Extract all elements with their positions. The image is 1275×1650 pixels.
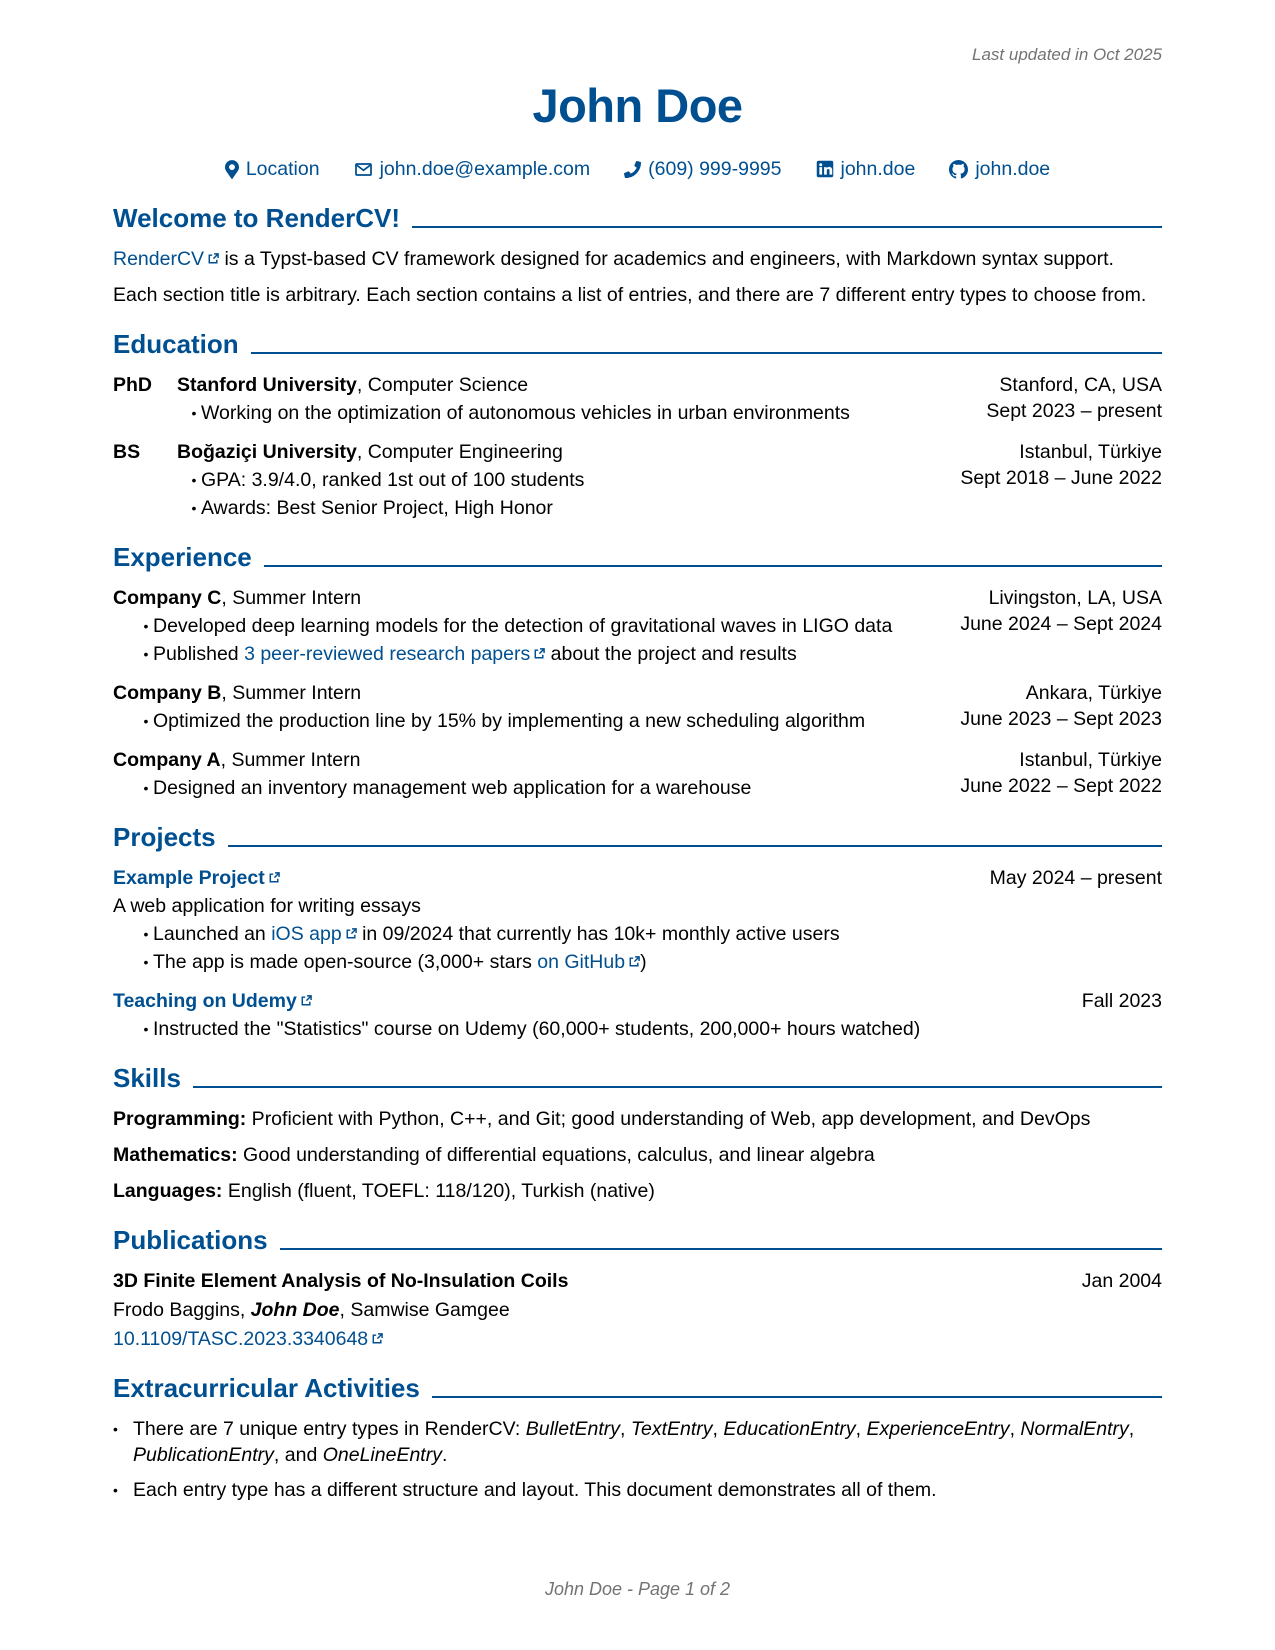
experience-entry	[113, 680, 1162, 734]
highlight-item	[139, 1016, 1064, 1042]
bullet-dot: •	[191, 405, 197, 421]
github-icon	[949, 160, 968, 179]
location-pin-icon	[225, 160, 239, 179]
text-part: , Computer Engineering	[356, 441, 563, 463]
inline-link[interactable]: on GitHub	[537, 951, 626, 973]
inline-link[interactable]: Example Project	[113, 867, 265, 889]
contact-row	[113, 156, 1162, 182]
highlight-item	[187, 495, 942, 521]
skill-label: Programming:	[113, 1108, 247, 1130]
section-header-publications	[113, 1224, 1162, 1257]
bullet-dot: •	[113, 1421, 118, 1437]
external-link-icon	[629, 950, 640, 972]
text-part: There are 7 unique entry types in RenderCV:	[133, 1418, 526, 1440]
text-part: ,	[712, 1418, 724, 1440]
section-title-extracurricular: Extracurricular Activities	[113, 1373, 420, 1403]
inline-link[interactable]: Teaching on Udemy	[113, 990, 297, 1012]
contact-phone-link[interactable]	[624, 156, 781, 182]
page-title: John Doe	[532, 79, 743, 132]
text-part: in 09/2024 that currently has 10k+ monthly active users	[356, 923, 840, 945]
contact-location-label: Location	[245, 158, 320, 180]
contact-email-label: john.doe@example.com	[379, 158, 591, 180]
text-part: GPA: 3.9/4.0, ranked 1st out of 100 students	[201, 469, 585, 491]
entry-dates: June 2022 – Sept 2022	[960, 775, 1162, 797]
text-part: Instructed the "Statistics" course on Udemy (60,000+ students, 200,000+ hours watched)	[153, 1018, 921, 1040]
text-part: , Summer Intern	[221, 682, 362, 704]
text-part: Optimized the production line by 15% by implementing a new scheduling algorithm	[153, 710, 866, 732]
highlight-item	[139, 641, 942, 667]
contact-phone-label: (609) 999-9995	[648, 158, 782, 180]
bullet-entry	[113, 1416, 1162, 1468]
skill-text: English (fluent, TOEFL: 118/120), Turkish (native)	[222, 1180, 655, 1202]
text-part: Working on the optimization of autonomous vehicles in urban environments	[201, 402, 850, 424]
contact-email-link[interactable]	[354, 156, 591, 182]
external-link-icon	[346, 922, 357, 944]
external-link-icon	[534, 642, 545, 664]
text-part: is a Typst-based CV framework designed for academics and engineers, with Markdown syntax support.	[219, 248, 1114, 270]
section-extracurricular	[113, 1372, 1162, 1503]
inline-link[interactable]: 10.1109/TASC.2023.3340648	[113, 1328, 369, 1350]
text-part: Published	[153, 643, 245, 665]
contact-linkedin-link[interactable]	[816, 156, 916, 182]
highlight-item	[187, 400, 968, 426]
section-rule	[228, 845, 1162, 847]
section-title-skills: Skills	[113, 1063, 181, 1093]
text-part: ,	[1009, 1418, 1021, 1440]
external-link-icon	[372, 1327, 383, 1349]
skill-label: Languages:	[113, 1180, 223, 1202]
inline-link[interactable]: RenderCV	[113, 248, 205, 270]
section-skills	[113, 1062, 1162, 1204]
text-part: Company B	[113, 682, 222, 704]
project-summary: A web application for writing essays	[113, 895, 421, 917]
text-part: , and	[273, 1444, 323, 1466]
highlight-item	[187, 467, 942, 493]
section-title-education: Education	[113, 329, 239, 359]
project-title-line	[113, 865, 972, 891]
text-part: Designed an inventory management web application for a warehouse	[153, 777, 752, 799]
text-part: , Samwise Gamgee	[339, 1299, 510, 1321]
section-header-projects	[113, 821, 1162, 854]
section-welcome	[113, 202, 1162, 308]
publication-authors	[113, 1297, 1064, 1323]
text-part: ,	[620, 1418, 631, 1440]
experience-entry	[113, 585, 1162, 667]
institution-line	[177, 372, 968, 398]
bullet-dot: •	[143, 1021, 149, 1037]
project-entry	[113, 988, 1162, 1042]
section-rule	[412, 226, 1162, 228]
welcome-paragraph-1	[113, 246, 1162, 272]
company-line	[113, 680, 942, 706]
entry-dates: Sept 2018 – June 2022	[960, 467, 1162, 489]
entry-location: Stanford, CA, USA	[999, 374, 1162, 396]
text-part: ,	[1128, 1418, 1135, 1440]
company-line	[113, 747, 942, 773]
text-part: , Computer Science	[356, 374, 529, 396]
entry-location: Istanbul, Türkiye	[1019, 749, 1162, 771]
highlight-item	[139, 613, 942, 639]
publication-entry	[113, 1268, 1162, 1352]
section-header-extracurricular	[113, 1372, 1162, 1405]
section-title-experience: Experience	[113, 542, 252, 572]
section-publications	[113, 1224, 1162, 1352]
text-part: , Summer Intern	[221, 587, 362, 609]
text-part: PublicationEntry	[133, 1444, 274, 1466]
highlight-item	[139, 921, 972, 947]
skill-label: Mathematics:	[113, 1144, 238, 1166]
bullet-dot: •	[143, 713, 149, 729]
page-footer: John Doe - Page 1 of 2	[544, 1579, 731, 1599]
experience-entry	[113, 747, 1162, 801]
highlight-item	[139, 949, 972, 975]
text-part: Company C	[113, 587, 222, 609]
section-title-publications: Publications	[113, 1225, 268, 1255]
bullet-dot: •	[143, 954, 149, 970]
text-part: , Summer Intern	[220, 749, 361, 771]
text-part: NormalEntry	[1020, 1418, 1129, 1440]
bullet-dot: •	[143, 646, 149, 662]
section-rule	[193, 1086, 1162, 1088]
education-entry	[113, 372, 1162, 426]
text-part: )	[640, 951, 647, 973]
text-part: Frodo Baggins,	[113, 1299, 251, 1321]
section-projects	[113, 821, 1162, 1042]
text-part: Each entry type has a different structure and layout. This document demonstrates all of them.	[133, 1479, 937, 1501]
section-rule	[432, 1396, 1162, 1398]
section-rule	[264, 565, 1162, 567]
external-link-icon	[269, 866, 280, 888]
text-part: BulletEntry	[525, 1418, 621, 1440]
text-part: .	[441, 1444, 448, 1466]
company-line	[113, 585, 942, 611]
highlight-item	[139, 775, 942, 801]
contact-location-link[interactable]	[225, 156, 320, 182]
bullet-dot: •	[143, 618, 149, 634]
text-part: ExperienceEntry	[866, 1418, 1010, 1440]
text-part: Launched an	[153, 923, 272, 945]
text-part: OneLineEntry	[322, 1444, 442, 1466]
inline-link[interactable]: 3 peer-reviewed research papers	[244, 643, 531, 665]
entry-dates: Sept 2023 – present	[986, 400, 1162, 422]
skill-text: Good understanding of differential equations, calculus, and linear algebra	[237, 1144, 875, 1166]
welcome-paragraph-2	[113, 282, 1162, 308]
bullet-dot: •	[143, 780, 149, 796]
section-header-education	[113, 328, 1162, 361]
section-rule	[251, 352, 1162, 354]
section-title-welcome: Welcome to RenderCV!	[113, 203, 401, 233]
entry-location: Ankara, Türkiye	[1025, 682, 1162, 704]
bullet-entry	[113, 1477, 1162, 1503]
text-part: Awards: Best Senior Project, High Honor	[201, 497, 553, 519]
skill-text: Proficient with Python, C++, and Git; good understanding of Web, app development, and DevOps	[246, 1108, 1091, 1130]
highlight-item	[139, 708, 942, 734]
project-entry	[113, 865, 1162, 975]
text-part: Each section title is arbitrary. Each section contains a list of entries, and there are 7 different entry types to choose from.	[113, 284, 1147, 306]
bullet-dot: •	[143, 926, 149, 942]
inline-link[interactable]: iOS app	[271, 923, 342, 945]
text-part: Company A	[113, 749, 221, 771]
entry-location: Livingston, LA, USA	[988, 587, 1162, 609]
project-title-line	[113, 988, 1064, 1014]
text-part: Stanford University	[177, 374, 357, 396]
section-education	[113, 328, 1162, 521]
education-entry	[113, 439, 1162, 521]
text-part: EducationEntry	[723, 1418, 856, 1440]
entry-dates: June 2024 – Sept 2024	[960, 613, 1162, 635]
publication-doi	[113, 1326, 1064, 1352]
text-part: Developed deep learning models for the detection of gravitational waves in LIGO data	[153, 615, 893, 637]
entry-dates: June 2023 – Sept 2023	[960, 708, 1162, 730]
section-experience	[113, 541, 1162, 801]
text-part: about the project and results	[545, 643, 797, 665]
entry-dates: Fall 2023	[1081, 990, 1162, 1012]
bullet-dot: •	[113, 1482, 118, 1498]
institution-line	[177, 439, 942, 465]
text-part: TextEntry	[630, 1418, 713, 1440]
external-link-icon	[301, 989, 312, 1011]
degree-label: PhD	[113, 374, 152, 396]
entry-location: Istanbul, Türkiye	[1019, 441, 1162, 463]
text-part: John Doe	[250, 1299, 340, 1321]
bullet-dot: •	[191, 472, 197, 488]
text-part: ,	[855, 1418, 867, 1440]
contact-github-link[interactable]	[949, 156, 1050, 182]
email-icon	[354, 160, 373, 179]
skill-item	[113, 1106, 1162, 1132]
skill-item	[113, 1178, 1162, 1204]
text-part: The app is made open-source (3,000+ stars	[153, 951, 538, 973]
contact-linkedin-label: john.doe	[840, 158, 916, 180]
entry-dates: Jan 2004	[1081, 1270, 1162, 1292]
external-link-icon	[208, 247, 219, 269]
section-rule	[280, 1248, 1162, 1250]
entry-dates: May 2024 – present	[989, 867, 1162, 889]
last-updated-note: Last updated in Oct 2025	[972, 45, 1162, 64]
contact-github-label: john.doe	[975, 158, 1051, 180]
skill-item	[113, 1142, 1162, 1168]
text-part: Boğaziçi University	[177, 441, 357, 463]
degree-label: BS	[113, 441, 141, 463]
phone-icon	[624, 161, 641, 178]
linkedin-icon	[816, 160, 834, 178]
section-header-experience	[113, 541, 1162, 574]
section-title-projects: Projects	[113, 822, 216, 852]
bullet-dot: •	[191, 500, 197, 516]
section-header-welcome	[113, 202, 1162, 235]
publication-title: 3D Finite Element Analysis of No-Insulation Coils	[113, 1270, 569, 1292]
section-header-skills	[113, 1062, 1162, 1095]
